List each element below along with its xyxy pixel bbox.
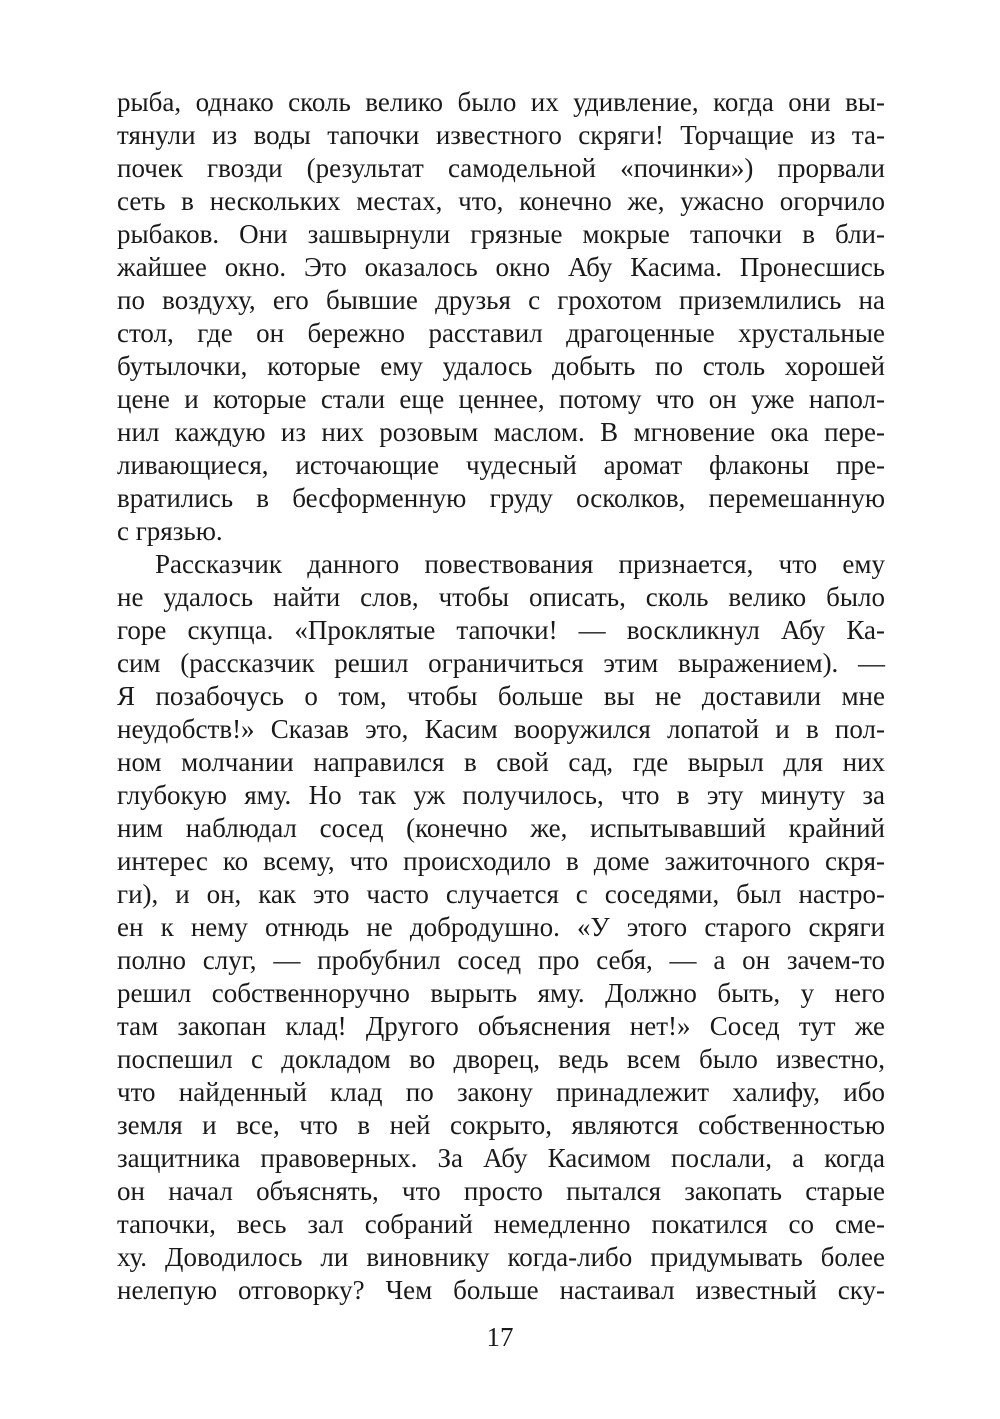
body-text [117,86,885,1307]
text-line: ним наблюдал сосед (конечно же, испытывавший крайний [117,813,885,843]
text-line: по воздуху, его бывшие друзья с грохотом приземлились на [117,285,885,315]
text-line: ен к нему отнюдь не добродушно. «У этого старого скряги [117,912,885,942]
text-line: там закопан клад! Другого объяснения нет!» Сосед тут же [117,1011,885,1041]
text-line: вратились в бесформенную груду осколков, перемешанную [117,483,885,513]
text-line: глубокую яму. Но так уж получилось, что в эту минуту за [117,780,885,810]
text-line: он начал объяснять, что просто пытался закопать старые [117,1176,885,1206]
text-line: защитника правоверных. За Абу Касимом послали, а когда [117,1143,885,1173]
text-line: нелепую отговорку? Чем больше настаивал известный ску- [117,1275,885,1305]
text-line: земля и все, что в ней сокрыто, являются собственностью [117,1110,885,1140]
text-line: поспешил с докладом во дворец, ведь всем было известно, [117,1044,885,1074]
page-number: 17 [486,1322,514,1352]
text-line: стол, где он бережно расставил драгоценные хрустальные [117,318,885,348]
text-line: с грязью. [117,516,223,546]
paragraph [117,548,885,1307]
text-line: рыбаков. Они зашвырнули грязные мокрые тапочки в бли- [117,219,885,249]
text-line: рыба, однако сколь велико было их удивление, когда они вы- [117,87,885,117]
text-line: почек гвозди (результат самодельной «починки») прорвали [117,153,885,183]
text-line: ги), и он, как это часто случается с соседями, был настро- [117,879,885,909]
text-line: ливающиеся, источающие чудесный аромат флаконы пре- [117,450,885,480]
text-line: цене и которые стали еще ценнее, потому что он уже напол- [117,384,885,414]
text-line: ном молчании направился в свой сад, где вырыл для них [117,747,885,777]
text-line: нил каждую из них розовым маслом. В мгновение ока пере- [117,417,885,447]
text-line: полно слуг, — пробубнил сосед про себя, — а он зачем-то [117,945,885,975]
paragraph [117,86,885,548]
text-line: тянули из воды тапочки известного скряги! Торчащие из та- [117,120,885,150]
text-line: решил собственноручно вырыть яму. Должно быть, у него [117,978,885,1008]
text-line: не удалось найти слов, чтобы описать, сколь велико было [117,582,885,612]
text-line: бутылочки, которые ему удалось добыть по столь хорошей [117,351,885,381]
text-line: интерес ко всему, что происходило в доме зажиточного скря- [117,846,885,876]
text-line: сим (рассказчик решил ограничиться этим выражением). — [117,648,885,678]
text-line: тапочки, весь зал собраний немедленно покатился со сме- [117,1209,885,1239]
text-line: Рассказчик данного повествования признается, что ему [155,549,885,579]
text-line: сеть в нескольких местах, что, конечно же, ужасно огорчило [117,186,885,216]
text-line: горе скупца. «Проклятые тапочки! — воскликнул Абу Ка- [117,615,885,645]
text-line: что найденный клад по закону принадлежит халифу, ибо [117,1077,885,1107]
text-line: Я позабочусь о том, чтобы больше вы не доставили мне [117,681,885,711]
text-line: жайшее окно. Это оказалось окно Абу Касима. Пронесшись [117,252,885,282]
text-line: ху. Доводилось ли виновнику когда-либо придумывать более [117,1242,885,1272]
text-line: неудобств!» Сказав это, Касим вооружился лопатой и в пол- [117,714,885,744]
